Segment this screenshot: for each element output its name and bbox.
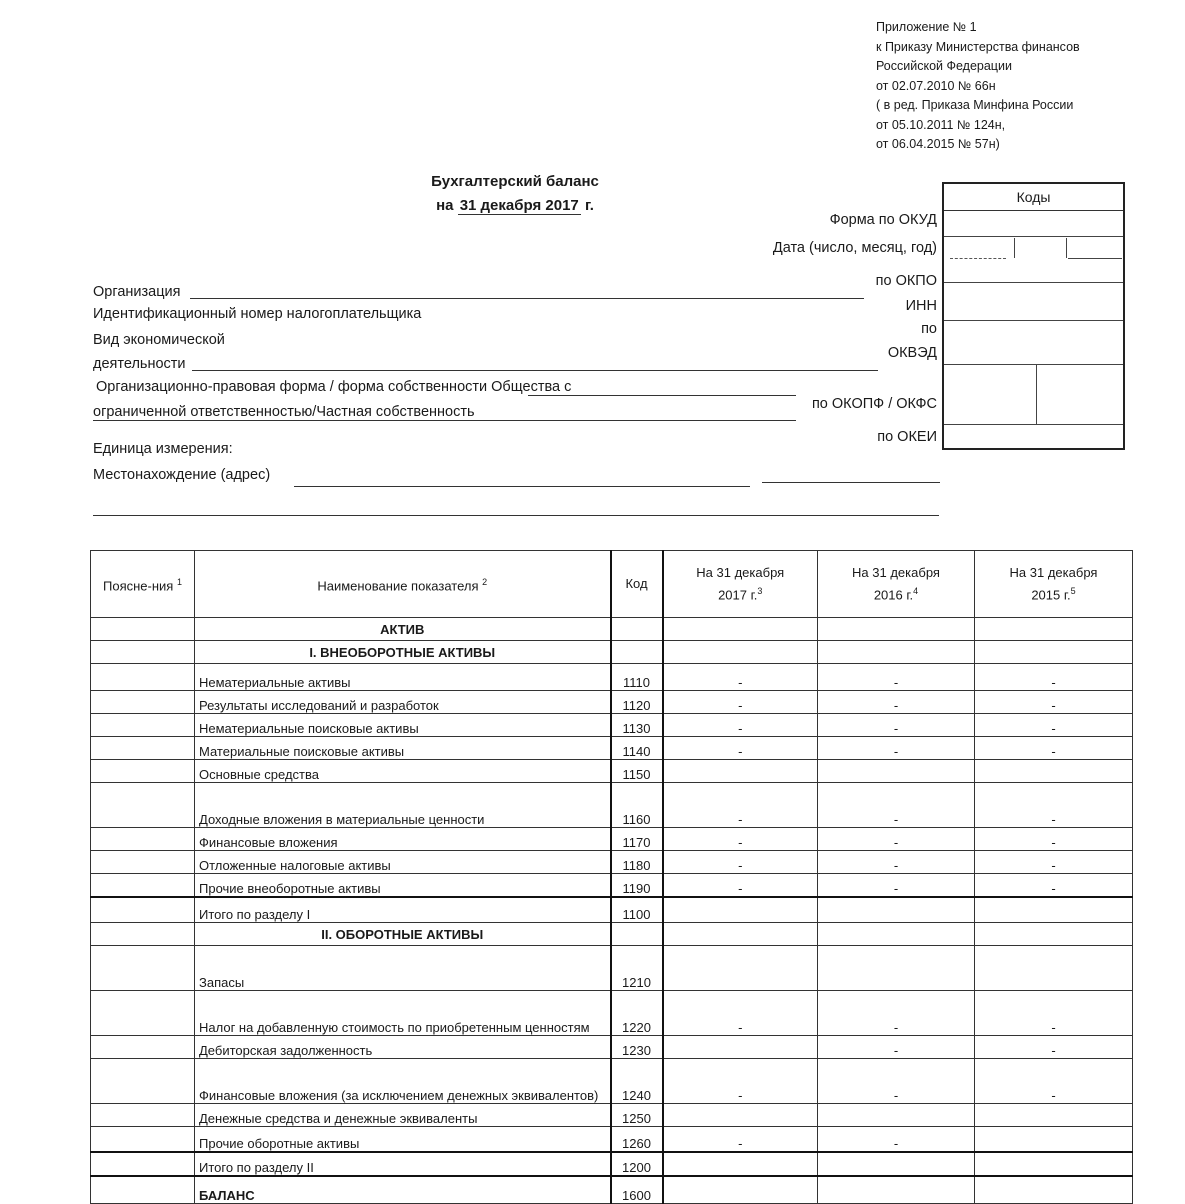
value-cell[interactable] [818, 1104, 975, 1127]
okopf-label: по ОКОПФ / ОКФС [811, 396, 937, 412]
row-name: Дебиторская задолженность [195, 1036, 611, 1059]
balance-body [91, 618, 1133, 1204]
row-code: 1170 [611, 828, 663, 851]
table-row [91, 828, 1133, 851]
row-name: БАЛАНС [195, 1176, 611, 1204]
value-cell[interactable] [818, 1152, 975, 1176]
value-cell[interactable] [818, 897, 975, 923]
section-1-heading-row [91, 641, 1133, 664]
note-cell [91, 1152, 195, 1176]
table-row [91, 1152, 1133, 1176]
col-2016-b: 2016 г. [873, 587, 914, 603]
value-cell[interactable] [975, 1176, 1133, 1204]
value-cell[interactable]: - [975, 851, 1133, 874]
value-cell[interactable] [663, 897, 818, 923]
org-field[interactable] [190, 298, 864, 299]
value-cell[interactable] [663, 1152, 818, 1176]
row-code: 1100 [611, 897, 663, 923]
value-cell[interactable]: - [663, 874, 818, 898]
code-cell [611, 923, 663, 946]
table-row [91, 737, 1133, 760]
title-date: 31 декабря 2017 [459, 197, 579, 214]
row-code: 1140 [611, 737, 663, 760]
col-2016-a: На 31 декабря [852, 564, 940, 580]
note-cell [91, 828, 195, 851]
legal-form-1: Организационно-правовая форма / форма собственности Общества с [96, 379, 572, 395]
aktiv-heading: АКТИВ [195, 618, 611, 641]
table-row [91, 946, 1133, 991]
value-cell[interactable]: - [818, 783, 975, 828]
okpo-label: по ОКПО [875, 273, 937, 289]
value-cell[interactable]: - [663, 783, 818, 828]
codes-header: Коды [944, 184, 1123, 211]
value-cell[interactable] [663, 1036, 818, 1059]
row-code: 1220 [611, 991, 663, 1036]
note-cell [91, 991, 195, 1036]
section-1-heading: I. ВНЕОБОРОТНЫЕ АКТИВЫ [195, 641, 611, 664]
balance-table [90, 550, 1133, 1204]
row-code: 1160 [611, 783, 663, 828]
value-cell [818, 618, 975, 641]
value-cell[interactable]: - [663, 737, 818, 760]
row-name: Нематериальные активы [195, 664, 611, 691]
row-name: Нематериальные поисковые активы [195, 714, 611, 737]
codes-box [942, 182, 1125, 450]
value-cell[interactable]: - [975, 691, 1133, 714]
value-cell[interactable]: - [818, 851, 975, 874]
row-name: Материальные поисковые активы [195, 737, 611, 760]
appendix-line: Приложение № 1 [876, 20, 977, 34]
value-cell [975, 618, 1133, 641]
address-field-3[interactable] [93, 515, 939, 516]
col-code: Код [611, 551, 663, 618]
inn-cell[interactable] [944, 320, 1123, 321]
value-cell[interactable]: - [663, 828, 818, 851]
value-cell[interactable]: - [663, 1059, 818, 1104]
col-2015-b-wrap [979, 582, 1128, 604]
table-row [91, 783, 1133, 828]
col-note-text: Поясне-ния [103, 578, 174, 594]
appendix-note [876, 18, 1080, 155]
address-label: Местонахождение (адрес) [93, 467, 271, 483]
value-cell[interactable] [975, 1152, 1133, 1176]
value-cell[interactable]: - [818, 874, 975, 898]
note-cell [91, 783, 195, 828]
row-name: Финансовые вложения [195, 828, 611, 851]
okud-cell[interactable] [944, 236, 1123, 237]
value-cell[interactable] [663, 946, 818, 991]
row-code: 1250 [611, 1104, 663, 1127]
address-field-2[interactable] [762, 482, 940, 483]
row-code: 1260 [611, 1127, 663, 1153]
row-code: 1150 [611, 760, 663, 783]
col-2017-b: 2017 г. [718, 587, 758, 603]
document-title [380, 170, 650, 218]
legal-form-2: ограниченной ответственностью/Частная собственность [93, 404, 475, 420]
value-cell[interactable]: - [818, 828, 975, 851]
table-row [91, 1036, 1133, 1059]
value-cell[interactable] [975, 897, 1133, 923]
table-row [91, 1059, 1133, 1104]
appendix-line: от 05.10.2011 № 124н, [876, 117, 1006, 132]
note-cell [91, 760, 195, 783]
value-cell[interactable]: - [975, 737, 1133, 760]
note-cell [91, 923, 195, 946]
value-cell [663, 618, 818, 641]
value-cell[interactable]: - [975, 991, 1133, 1036]
okved-cell[interactable] [944, 364, 1123, 365]
code-cell [611, 641, 663, 664]
col-note-sup: 1 [176, 576, 182, 587]
row-name: Итого по разделу I [195, 897, 611, 923]
value-cell [975, 641, 1133, 664]
note-cell [91, 641, 195, 664]
note-cell [91, 946, 195, 991]
table-row [91, 664, 1133, 691]
value-cell[interactable] [663, 1176, 818, 1204]
value-cell[interactable]: - [818, 1059, 975, 1104]
row-code: 1230 [611, 1036, 663, 1059]
table-row [91, 691, 1133, 714]
table-row [91, 897, 1133, 923]
value-cell[interactable]: - [818, 991, 975, 1036]
row-code: 1130 [611, 714, 663, 737]
row-name: Денежные средства и денежные эквиваленты [195, 1104, 611, 1127]
note-cell [91, 874, 195, 898]
value-cell[interactable]: - [818, 1036, 975, 1059]
value-cell[interactable] [975, 1127, 1133, 1153]
col-name-sup: 2 [482, 576, 488, 587]
note-cell [91, 1127, 195, 1153]
value-cell[interactable]: - [975, 1059, 1133, 1104]
legal-form-line-2 [93, 420, 796, 421]
inn-label: Идентификационный номер налогоплательщика [93, 306, 422, 322]
value-cell[interactable]: - [818, 664, 975, 691]
okpo-cell[interactable] [944, 282, 1123, 283]
note-cell [91, 691, 195, 714]
row-code: 1180 [611, 851, 663, 874]
table-row [91, 760, 1133, 783]
row-name: Налог на добавленную стоимость по приобретенным ценностям [195, 991, 611, 1036]
value-cell[interactable]: - [663, 991, 818, 1036]
value-cell[interactable] [663, 760, 818, 783]
note-cell [91, 618, 195, 641]
note-cell [91, 1104, 195, 1127]
unit-label: Единица измерения: [93, 441, 233, 457]
value-cell [663, 641, 818, 664]
col-2017-b-wrap [668, 582, 814, 604]
col-2016-sup: 4 [913, 585, 919, 596]
row-name: Прочие внеоборотные активы [195, 874, 611, 898]
note-cell [91, 664, 195, 691]
row-code: 1190 [611, 874, 663, 898]
okud-label: Форма по ОКУД [829, 212, 937, 228]
note-cell [91, 714, 195, 737]
value-cell [818, 641, 975, 664]
col-2015-b: 2015 г. [1031, 587, 1071, 603]
appendix-line: ( в ред. Приказа Минфина России [876, 98, 1074, 112]
table-row [91, 991, 1133, 1036]
row-code: 1120 [611, 691, 663, 714]
col-note [91, 551, 195, 618]
appendix-line: от 02.07.2010 № 66н [876, 78, 996, 93]
row-code: 1240 [611, 1059, 663, 1104]
value-cell[interactable]: - [818, 1127, 975, 1153]
value-cell[interactable] [818, 946, 975, 991]
row-name: Результаты исследований и разработок [195, 691, 611, 714]
value-cell[interactable]: - [818, 714, 975, 737]
value-cell[interactable]: - [975, 1036, 1133, 1059]
value-cell[interactable] [975, 946, 1133, 991]
value-cell[interactable]: - [663, 664, 818, 691]
row-name: Финансовые вложения (за исключением денежных эквивалентов) [195, 1059, 611, 1104]
table-row [91, 874, 1133, 898]
value-cell [975, 923, 1133, 946]
note-cell [91, 1059, 195, 1104]
date-label: Дата (число, месяц, год) [772, 240, 937, 256]
value-cell[interactable]: - [975, 664, 1133, 691]
value-cell[interactable]: - [818, 691, 975, 714]
value-cell[interactable] [663, 1104, 818, 1127]
title-suffix: г. [580, 197, 594, 214]
value-cell[interactable]: - [818, 737, 975, 760]
value-cell[interactable] [818, 760, 975, 783]
activity-label-1: Вид экономической [93, 332, 225, 348]
row-code: 1210 [611, 946, 663, 991]
row-name: Основные средства [195, 760, 611, 783]
value-cell[interactable]: - [663, 714, 818, 737]
col-2017 [663, 551, 818, 618]
table-row [91, 714, 1133, 737]
row-name: Доходные вложения в материальные ценности [195, 783, 611, 828]
title-prefix: на [436, 197, 458, 214]
note-cell [91, 851, 195, 874]
value-cell[interactable]: - [663, 691, 818, 714]
col-2016 [818, 551, 975, 618]
row-code: 1200 [611, 1152, 663, 1176]
appendix-line: к Приказу Министерства финансов [876, 39, 1080, 54]
okei-label: по ОКЕИ [877, 429, 937, 445]
col-2017-sup: 3 [757, 585, 763, 596]
inn-code-label: ИНН [905, 298, 937, 314]
note-cell [91, 1036, 195, 1059]
section-2-heading: II. ОБОРОТНЫЕ АКТИВЫ [195, 923, 611, 946]
row-name: Отложенные налоговые активы [195, 851, 611, 874]
value-cell[interactable]: - [663, 851, 818, 874]
code-cell [611, 618, 663, 641]
row-code: 1600 [611, 1176, 663, 1204]
title-line2 [380, 194, 650, 218]
col-2015-a: На 31 декабря [1009, 564, 1098, 580]
okopf-divider [1036, 364, 1037, 424]
row-name: Итого по разделу II [195, 1152, 611, 1176]
appendix-line: Российской Федерации [876, 59, 1012, 73]
title-line1: Бухгалтерский баланс [431, 173, 599, 190]
note-cell [91, 1176, 195, 1204]
value-cell [663, 923, 818, 946]
address-field-1[interactable] [294, 486, 750, 487]
okved-label-2: ОКВЭД [887, 345, 937, 361]
value-cell [818, 923, 975, 946]
appendix-line: от 06.04.2015 № 57н) [876, 137, 1000, 151]
table-row [91, 1176, 1133, 1204]
activity-label-2: деятельности [93, 356, 186, 372]
table-row [91, 851, 1133, 874]
value-cell[interactable]: - [663, 1127, 818, 1153]
legal-form-line-1 [528, 395, 796, 396]
value-cell[interactable] [975, 760, 1133, 783]
col-2015-sup: 5 [1070, 585, 1076, 596]
value-cell[interactable] [975, 1104, 1133, 1127]
col-name-text: Наименование показателя [317, 578, 479, 594]
table-row [91, 1104, 1133, 1127]
row-code: 1110 [611, 664, 663, 691]
row-name: Прочие оборотные активы [195, 1127, 611, 1153]
value-cell[interactable] [818, 1176, 975, 1204]
note-cell [91, 897, 195, 923]
value-cell[interactable]: - [975, 714, 1133, 737]
col-2016-b-wrap [822, 582, 970, 604]
col-2017-a: На 31 декабря [696, 564, 785, 580]
value-cell[interactable]: - [975, 783, 1133, 828]
okopf-cell[interactable] [944, 424, 1123, 425]
okved-label-1: по [921, 321, 937, 337]
note-cell [91, 737, 195, 760]
section-2-heading-row [91, 923, 1133, 946]
col-name [195, 551, 611, 618]
row-name: Запасы [195, 946, 611, 991]
activity-field[interactable] [192, 370, 878, 371]
col-2015 [975, 551, 1133, 618]
value-cell[interactable]: - [975, 874, 1133, 898]
org-label: Организация [93, 284, 181, 300]
value-cell[interactable]: - [975, 828, 1133, 851]
table-row [91, 1127, 1133, 1153]
aktiv-heading-row [91, 618, 1133, 641]
